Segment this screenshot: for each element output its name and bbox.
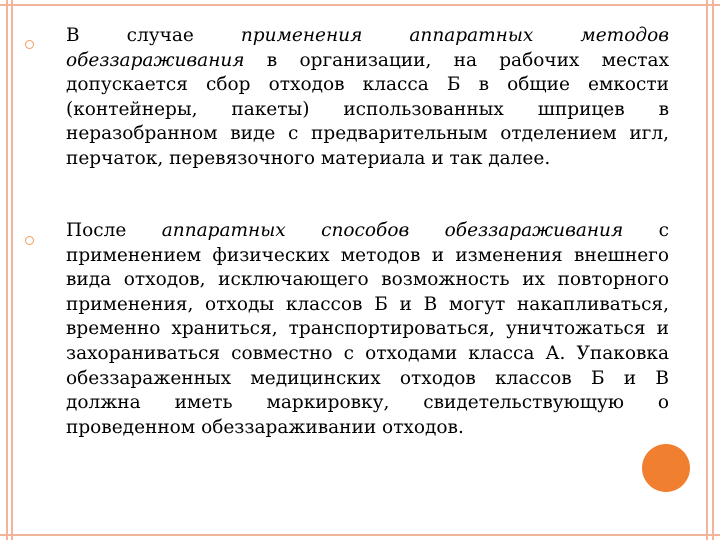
- bullet-1-text-lead: В случае: [66, 25, 241, 46]
- bullet-1-text-rest: в организации, на рабочих местах допускается сбор отходов класса Б в общие емкости (контейнеры, пакеты) использованных шприцев в неразобранном виде с предварительным отделением игл, перчаток, перевязочного материала и так далее.: [66, 49, 669, 169]
- ring-bullet-icon: [25, 236, 34, 245]
- frame-line-top: [0, 4, 720, 6]
- bullet-paragraph-2: [66, 219, 669, 440]
- frame-line-right-inner: [706, 0, 708, 540]
- frame-line-right-outer: [712, 0, 714, 540]
- bullet-1-text-italic: применения аппаратных методов обеззараживания: [66, 25, 669, 71]
- frame-line-bottom: [0, 534, 720, 536]
- bullet-paragraph-1: [66, 24, 669, 172]
- bullet-2-text-italic: аппаратных способов обеззараживания: [161, 220, 624, 241]
- bullet-2-text-lead: После: [66, 220, 162, 241]
- bullet-2-text-rest: с применением физических методов и изменения внешнего вида отходов, исключающего возможность их повторного применения, отходы классов Б и В могут накапливаться, временно храниться, транспортироваться, уничтожаться и захораниваться совместно с отходами класса А. Упаковка обеззараженных медицинских отходов классов Б и В должна иметь маркировку, свидетельствующую о проведенном обеззараживании отходов.: [66, 220, 669, 438]
- frame-line-left-outer: [6, 0, 8, 540]
- accent-circle: [642, 444, 690, 492]
- frame-line-left-inner: [11, 0, 13, 540]
- ring-bullet-icon: [25, 40, 34, 49]
